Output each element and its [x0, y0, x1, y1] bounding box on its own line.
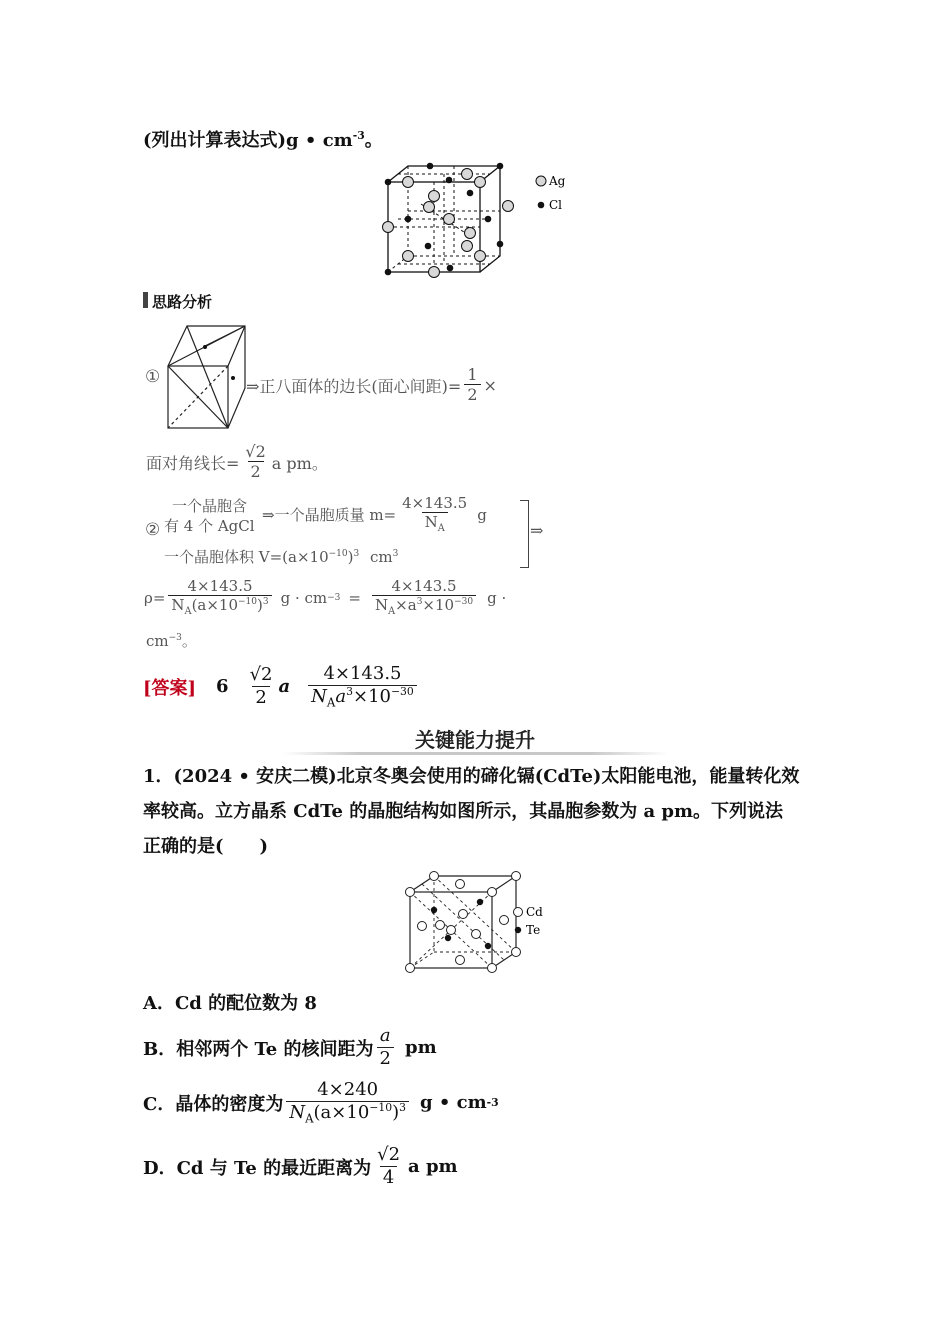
- dot-symbol: •: [304, 130, 317, 151]
- answer-value-1: 6: [216, 676, 229, 698]
- line2-prefix: 面对角线长=: [146, 453, 240, 473]
- rho-den2-tail2: ×10: [422, 596, 455, 615]
- answer-frac3-exp2: −30: [390, 684, 414, 698]
- te-legend-marker: [515, 927, 521, 933]
- step2-mass-label: ⇒一个晶胞质量 m=: [262, 506, 397, 525]
- answer-frac3-den: [308, 685, 417, 710]
- rho-den1-exp: −10: [238, 597, 258, 608]
- rho-unit-1: g · cm: [280, 588, 328, 607]
- legend-ag: Ag: [549, 174, 566, 188]
- answer-frac3-num: 4×143.5: [323, 663, 402, 684]
- step1-text-row: [246, 366, 497, 405]
- option-c-den-close: ): [392, 1101, 400, 1123]
- density-row: [144, 578, 506, 618]
- option-b[interactable]: [143, 1026, 437, 1069]
- step2-a1: 一个晶胞含: [172, 497, 248, 515]
- answer-fraction-3: [308, 664, 417, 709]
- cd-legend-marker: [514, 908, 523, 917]
- step2-volume-text: 一个晶胞体积 V=(a×10: [164, 548, 329, 566]
- mass-den-n: N: [424, 513, 438, 532]
- rho-den1-n: N: [171, 596, 185, 615]
- rho-line2-exp: −3: [168, 633, 182, 643]
- line2-tail: a pm。: [271, 453, 328, 473]
- rho-den2-n: N: [375, 596, 389, 615]
- step2-volume-unit-exp: 3: [392, 549, 399, 559]
- face-diagonal-line: [146, 443, 328, 482]
- option-d-den: 4: [380, 1166, 397, 1189]
- option-b-text: B．相邻两个 Te 的核间距为: [143, 1038, 374, 1060]
- step2-mass-fraction: [399, 495, 470, 535]
- option-b-unit: pm: [404, 1037, 437, 1059]
- heading-bar: [143, 292, 148, 308]
- option-c-den: [286, 1101, 409, 1126]
- step2-volume-close: ): [347, 548, 354, 566]
- option-c-den-exp2: 3: [399, 1100, 406, 1114]
- step2-volume-row: [164, 546, 398, 567]
- answer-fraction-2: [247, 665, 276, 708]
- step1-fraction: [464, 366, 480, 405]
- option-c-unit-exp: -3: [486, 1096, 499, 1110]
- step2-bracket: [520, 500, 529, 568]
- mass-den-sub: A: [437, 523, 445, 535]
- question-line-3: 正确的是( ): [143, 836, 269, 857]
- option-d-num: √2: [377, 1144, 401, 1165]
- rho-den2-sub: A: [388, 606, 396, 618]
- rho-unit-2: g ·: [487, 588, 507, 607]
- question-line-1: 1．(2024 • 安庆二模)北京冬奥会使用的碲化镉(CdTe)太阳能电池，能量转化效: [143, 766, 800, 787]
- option-c-den-tail: (a×10: [313, 1101, 370, 1123]
- answer-row: [143, 664, 420, 709]
- analysis-heading: 思路分析: [152, 293, 213, 311]
- option-c-unit: g • cm: [419, 1092, 487, 1114]
- step2-out-arrow: ⇒: [530, 521, 544, 540]
- line2-fraction: [242, 443, 268, 482]
- line2-den: 2: [248, 461, 264, 481]
- section-title: 关键能力提升: [415, 728, 535, 752]
- rho-fraction-2: [372, 578, 476, 618]
- step2-mass-row: [262, 495, 487, 535]
- option-d[interactable]: [143, 1145, 458, 1188]
- step2-mass-num: 4×143.5: [402, 494, 468, 512]
- option-b-num: a: [379, 1025, 391, 1046]
- agcl-unit-cell-figure: [378, 158, 578, 280]
- step2-a2: 有 4 个 AgCl: [164, 517, 255, 535]
- step2-mass-den: [422, 512, 448, 535]
- rho-den1-close: ): [257, 596, 263, 615]
- option-d-text: D．Cd 与 Te 的最近距离为: [143, 1157, 372, 1179]
- step2-mass-unit: g: [477, 505, 487, 524]
- option-c-text: C．晶体的密度为: [143, 1093, 284, 1115]
- option-d-fraction: [374, 1145, 403, 1188]
- answer-frac2-num: √2: [249, 664, 273, 686]
- answer-frac3-n: N: [311, 685, 327, 707]
- legend-te: Te: [526, 923, 541, 937]
- answer-label: [答案]: [143, 677, 197, 699]
- step2-volume-exp2: 3: [353, 549, 360, 559]
- step1-tail: ×: [483, 375, 497, 395]
- rho-num-2: 4×143.5: [391, 577, 457, 595]
- option-c-den-n: N: [289, 1101, 306, 1123]
- rho-num-1: 4×143.5: [187, 577, 253, 595]
- step1-row: [145, 367, 160, 387]
- step1-frac-num: 1: [467, 365, 478, 384]
- step1-marker: ①: [145, 367, 161, 387]
- rho-den1-exp2: 3: [262, 597, 269, 608]
- option-c-den-sub: A: [305, 1111, 314, 1126]
- answer-frac2-var: a: [278, 676, 291, 698]
- option-c-fraction: [286, 1080, 409, 1125]
- rho-den-2: [372, 595, 476, 618]
- rho-den2-tail: ×a: [395, 596, 417, 615]
- step2-volume-exp: −10: [328, 549, 348, 559]
- step1-frac-den: 2: [464, 384, 480, 404]
- density-unit-line: [146, 630, 197, 651]
- rho-unit1-exp: −3: [327, 592, 341, 603]
- rho-label: ρ=: [144, 588, 166, 607]
- legend-cd: Cd: [526, 905, 543, 919]
- cdte-unit-cell-figure: [400, 870, 560, 974]
- ag-legend-marker: [536, 176, 546, 186]
- expr-exp: -3: [352, 129, 365, 142]
- option-c[interactable]: [143, 1080, 499, 1125]
- answer-frac2-den: 2: [252, 686, 269, 709]
- step2-marker: ②: [145, 520, 161, 540]
- rho-line2-unit: cm: [146, 632, 169, 650]
- rho-den1-tail: (a×10: [191, 596, 239, 615]
- rho-den2-exp: 3: [416, 597, 423, 608]
- rho-equals: =: [348, 588, 361, 607]
- answer-frac3-exp: 3: [346, 684, 353, 698]
- option-b-fraction: [377, 1026, 394, 1069]
- step2-volume-unit: cm: [370, 548, 393, 566]
- option-b-den: 2: [377, 1047, 394, 1070]
- expression-line: [143, 126, 383, 152]
- rho-den-1: [168, 595, 271, 618]
- option-c-den-exp: −10: [369, 1100, 393, 1114]
- expr-prefix: (列出计算表达式)g: [143, 130, 299, 151]
- line2-num: √2: [245, 442, 266, 461]
- rho-den1-sub: A: [184, 606, 192, 618]
- octahedron-cube-figure: [165, 322, 250, 430]
- legend-cl: Cl: [549, 198, 563, 212]
- rho-fraction-1: [168, 578, 271, 618]
- rho-den2-exp2: −30: [454, 597, 474, 608]
- expr-unit: cm: [322, 130, 353, 151]
- expr-end: 。: [364, 130, 383, 151]
- answer-frac3-a: a: [335, 685, 347, 707]
- option-c-num: 4×240: [317, 1079, 379, 1100]
- step1-text: ⇒正八面体的边长(面心间距)=: [246, 376, 462, 396]
- option-a[interactable]: A．Cd 的配位数为 8: [143, 993, 317, 1014]
- step2-block-a: [164, 496, 255, 536]
- rho-line2-end: 。: [181, 632, 197, 650]
- option-d-unit: a pm: [408, 1156, 458, 1178]
- question-line-2: 率较高。立方晶系 CdTe 的晶胞结构如图所示，其晶胞参数为 a pm。下列说法: [143, 801, 784, 822]
- answer-frac3-sub: A: [326, 695, 336, 710]
- cl-legend-marker: [538, 202, 545, 209]
- answer-frac3-ten: ×10: [352, 685, 391, 707]
